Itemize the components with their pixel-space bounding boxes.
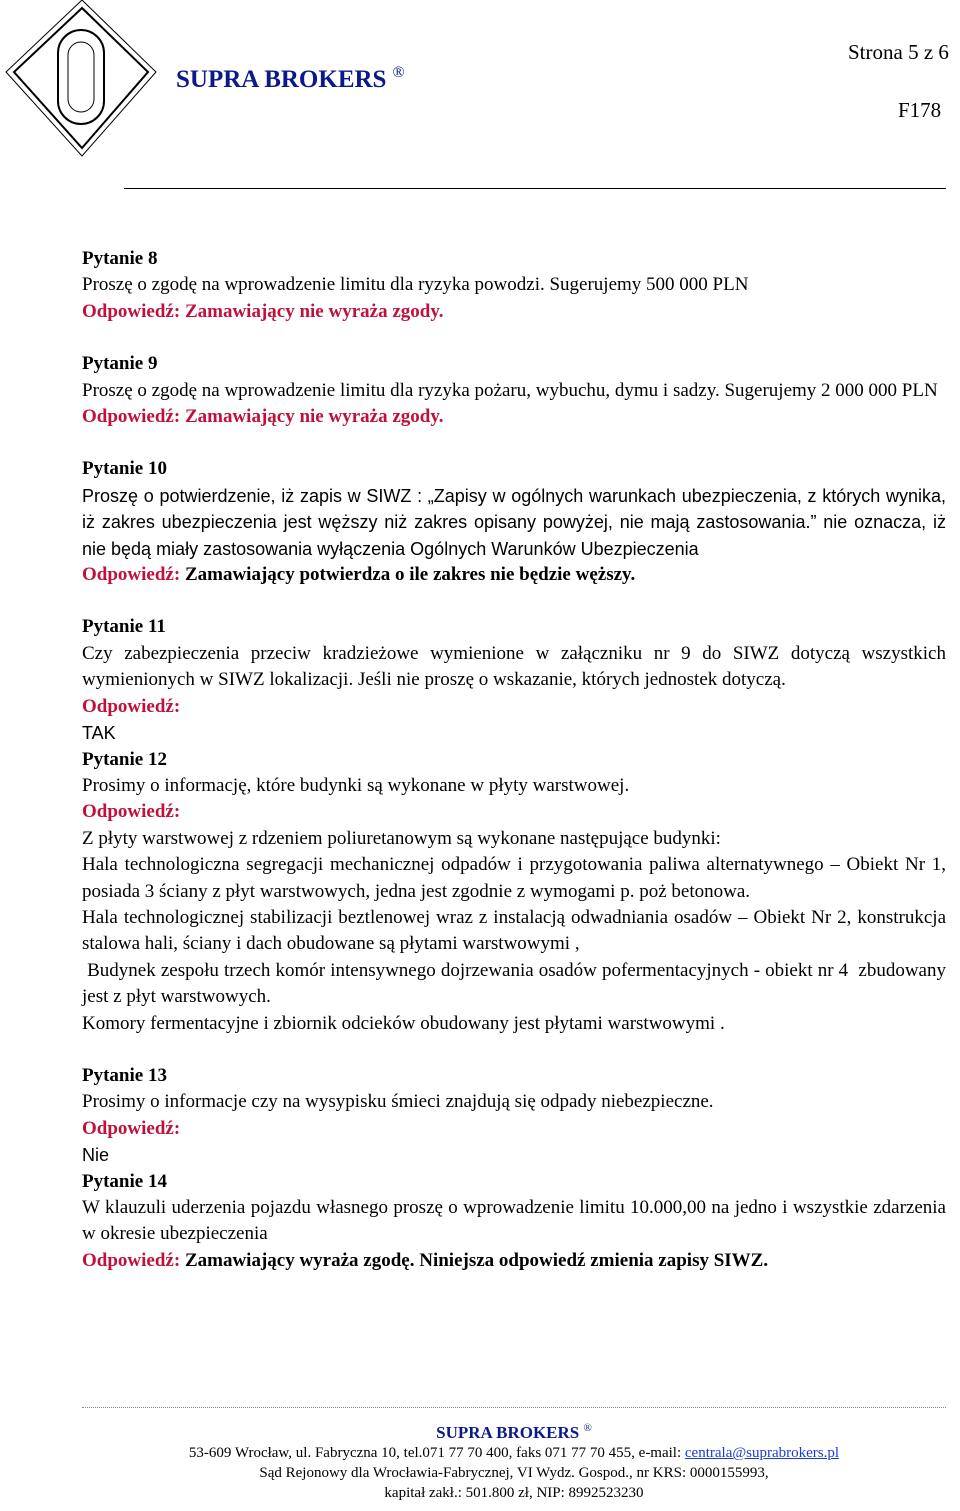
answer-label: Odpowiedź: [82, 564, 181, 586]
answer-label: Odpowiedź: [82, 1249, 181, 1271]
registered-mark: ® [392, 64, 405, 81]
question-title: Pytanie 9 [82, 353, 158, 375]
footer-email-link[interactable]: centrala@suprabrokers.pl [684, 1445, 840, 1461]
qa-content [82, 246, 951, 1274]
answer-text: Zamawiający potwierdza o ile zakres nie będzie węższy. [184, 564, 636, 586]
brand-name: SUPRA BROKERS [176, 66, 387, 93]
header-divider [124, 188, 946, 189]
footer-brand [82, 1418, 946, 1443]
question-title: Pytanie 11 [82, 616, 166, 638]
qa-item-9 [82, 351, 946, 430]
answer-line: Komory fermentacyjne i zbiornik odcieków obudowany jest płytami warstwowymi . [82, 1012, 725, 1034]
answer [82, 404, 946, 430]
question-text: Prosimy o informacje czy na wysypisku śmieci znajdują się odpady niebezpieczne. [82, 1091, 714, 1113]
question-title: Pytanie 13 [82, 1064, 167, 1086]
answer-label: Odpowiedź: [82, 300, 181, 322]
answer-line: Hala technologiczna segregacji mechanicznej odpadów i przygotowania paliwa alternatywnego – Obiekt Nr 1, posiada 3 ściany z płyt warstwowych, jedna jest zgodnie z wymogami p. poż betonowa. [82, 854, 946, 902]
brand-title [176, 64, 405, 94]
footer-address [82, 1443, 946, 1463]
answer-line: Hala technologicznej stabilizacji beztlenowej wraz z instalacją odwadniania osadów – Obiekt Nr 2, konstrukcja stalowa hali, ściany i dach obudowane są płytami warstwowymi , [82, 906, 946, 955]
answer [82, 562, 946, 588]
qa-item-14 [82, 1169, 946, 1275]
footer-divider [82, 1407, 946, 1408]
question-text: Proszę o zgodę na wprowadzenie limitu dla ryzyka pożaru, wybuchu, dymu i sadzy. Sugerujemy 2 000 000 PLN [82, 379, 938, 401]
answer-line: Z płyty warstwowej z rdzeniem poliuretanowym są wykonane następujące budynki: [82, 827, 721, 849]
qa-item-12 [82, 747, 951, 1037]
question-title: Pytanie 14 [82, 1170, 167, 1192]
qa-item-13 [82, 1063, 946, 1169]
question-title: Pytanie 10 [82, 458, 167, 480]
document-code: F178 [898, 98, 942, 122]
footer-registered-mark: ® [583, 1422, 592, 1434]
answer [82, 1248, 946, 1274]
answer-label: Odpowiedź: [82, 1117, 181, 1139]
question-text: Proszę o zgodę na wprowadzenie limitu dla ryzyka powodzi. Sugerujemy 500 000 PLN [82, 274, 749, 296]
qa-item-10 [82, 456, 946, 588]
question-text: Prosimy o informację, które budynki są wykonane w płyty warstwowej. [82, 774, 630, 796]
page-number: Strona 5 z 6 [848, 40, 949, 64]
question-text: Czy zabezpieczenia przeciw kradzieżowe wymienione w załączniku nr 9 do SIWZ dotyczą wszystkich wymienionych w SIWZ lokalizacji. Jeśli nie proszę o wskazanie, których jednostek dotyczą. [82, 642, 946, 691]
footer-court: Sąd Rejonowy dla Wrocławia-Fabrycznej, VI Wydz. Gospod., nr KRS: 0000155993, [259, 1465, 769, 1481]
answer-text: Zamawiający nie wyraża zgody. [184, 300, 444, 322]
question-text: W klauzuli uderzenia pojazdu własnego proszę o wprowadzenie limitu 10.000,00 na jedno i wszystkie zdarzenia w okresie ubezpieczenia [82, 1197, 946, 1245]
answer-text: TAK [82, 723, 116, 744]
footer-capital: kapitał zakł.: 501.800 zł, NIP: 8992523230 [384, 1485, 644, 1501]
footer [82, 1418, 946, 1503]
footer-address-text: 53-609 Wrocław, ul. Fabryczna 10, tel.071 77 70 400, faks 071 77 70 455, e-mail: [188, 1445, 685, 1461]
qa-item-8 [82, 246, 946, 325]
answer [82, 299, 946, 325]
question-title: Pytanie 8 [82, 248, 158, 269]
answer-label: Odpowiedź: [82, 801, 181, 823]
question-title: Pytanie 12 [82, 748, 167, 770]
answer-text: Zamawiający wyraża zgodę. Niniejsza odpowiedź zmienia zapisy SIWZ. [184, 1249, 769, 1271]
answer-text: Nie [82, 1145, 110, 1166]
answer-label: Odpowiedź: [82, 695, 181, 717]
supra-brokers-logo [0, 0, 180, 175]
answer-line: Budynek zespołu trzech komór intensywnego dojrzewania osadów pofermentacyjnych - obiekt nr 4 zbudowany jest z płyt warstwowych. [82, 959, 951, 1008]
answer-label: Odpowiedź: [82, 406, 181, 428]
question-text: Proszę o potwierdzenie, iż zapis w SIWZ : „Zapisy w ogólnych warunkach ubezpieczenia, z których wynika, iż zakres ubezpieczenia jest węższy niż zakres opisany powyżej, nie mają zastosowania.” nie oznacza, iż nie będą miały zastosowania wyłączenia Ogólnych Warunków Ubezpieczenia [82, 485, 946, 559]
answer-text: Zamawiający nie wyraża zgody. [184, 406, 444, 428]
footer-brand-name: SUPRA BROKERS [436, 1423, 580, 1442]
qa-item-11 [82, 614, 946, 746]
